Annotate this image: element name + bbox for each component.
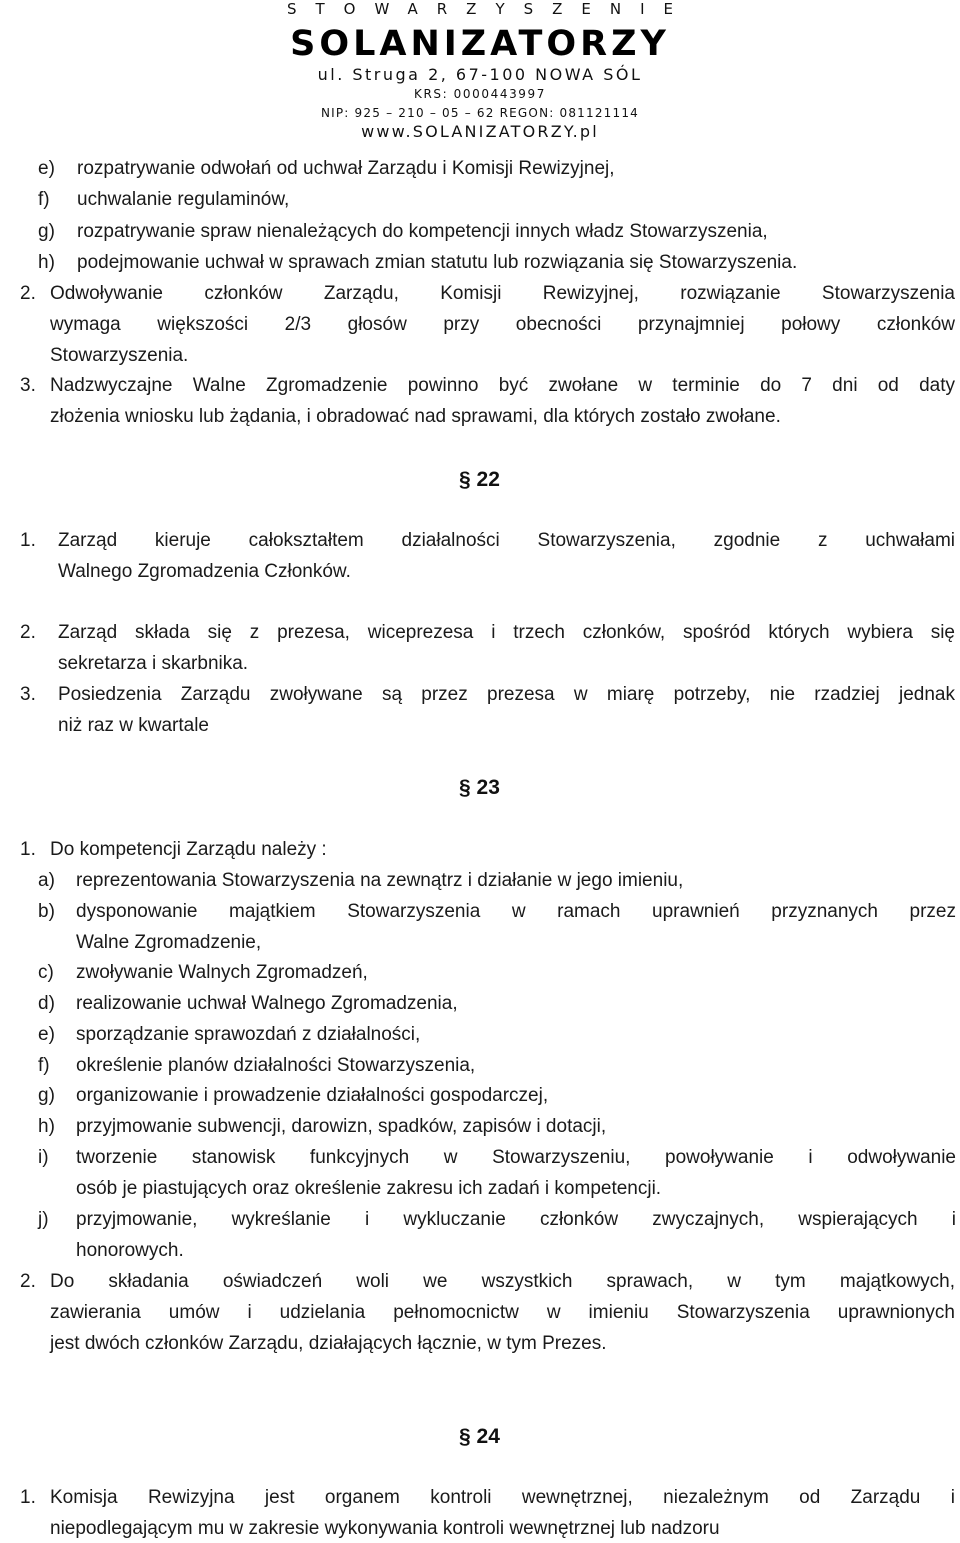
paragraph-line: jest dwóch członków Zarządu, działających łącznie, w tym Prezes.	[50, 1333, 607, 1354]
section-heading: § 24	[459, 1425, 500, 1448]
list-marker: g)	[38, 221, 55, 242]
list-item-text: sporządzanie sprawozdań z działalności,	[76, 1024, 421, 1045]
list-marker: g)	[38, 1085, 55, 1106]
paragraph-line: złożenia wniosku lub żądania, i obradować nad sprawami, dla których zostało zwołane.	[50, 406, 781, 427]
letterhead	[0, 0, 960, 150]
list-marker: e)	[38, 158, 55, 179]
letterhead-website: www.SOLANIZATORZY.pl	[361, 122, 599, 141]
paragraph-number: 2.	[20, 283, 36, 304]
list-item-text: tworzenie stanowisk funkcyjnych w Stowarzyszeniu, powoływanie i odwoływanie	[76, 1147, 956, 1168]
paragraph-line: Odwoływanie członków Zarządu, Komisji Rewizyjnej, rozwiązanie Stowarzyszenia	[50, 283, 955, 304]
paragraph-line: Walnego Zgromadzenia Członków.	[58, 561, 351, 582]
paragraph-number: 3.	[20, 684, 36, 705]
list-marker: h)	[38, 252, 55, 273]
list-marker: c)	[38, 962, 54, 983]
list-item-text: reprezentowania Stowarzyszenia na zewnątrz i działanie w jego imieniu,	[76, 870, 684, 891]
list-marker: b)	[38, 901, 55, 922]
paragraph-line: Nadzwyczajne Walne Zgromadzenie powinno być zwołane w terminie do 7 dni od daty	[50, 375, 955, 396]
section-heading: § 23	[459, 776, 500, 799]
letterhead-krs: KRS: 0000443997	[413, 87, 547, 101]
paragraph-number: 1.	[20, 530, 36, 551]
paragraph-line: zawierania umów i udzielania pełnomocnictw w imieniu Stowarzyszenia uprawnionych	[50, 1302, 955, 1323]
section-heading: § 22	[459, 468, 500, 491]
letterhead-logo-name: SOLANIZATORZY	[290, 24, 670, 64]
letterhead-nip-regon: NIP: 925 – 210 – 05 – 62 REGON: 081121114	[320, 106, 640, 120]
list-item-text: honorowych.	[76, 1240, 184, 1261]
list-item-text: podejmowanie uchwał w sprawach zmian statutu lub rozwiązania się Stowarzyszenia.	[77, 252, 798, 273]
paragraph-line: niż raz w kwartale	[58, 715, 209, 736]
list-item-text: określenie planów działalności Stowarzyszenia,	[76, 1055, 476, 1076]
list-marker: f)	[38, 189, 50, 210]
paragraph-line: wymaga większości 2/3 głosów przy obecności przynajmniej połowy członków	[50, 314, 955, 335]
list-marker: f)	[38, 1055, 50, 1076]
paragraph-line: Zarząd kieruje całokształtem działalności Stowarzyszenia, zgodnie z uchwałami	[58, 530, 955, 551]
list-marker: j)	[38, 1209, 49, 1230]
paragraph-number: 2.	[20, 622, 36, 643]
paragraph-number: 3.	[20, 375, 36, 396]
letterhead-association: STOWARZYSZENIE	[286, 0, 693, 18]
list-marker: i)	[38, 1147, 49, 1168]
list-item-text: osób je piastujących oraz określenie zakresu ich zadań i kompetencji.	[76, 1178, 662, 1199]
paragraph-line: Komisja Rewizyjna jest organem kontroli wewnętrznej, niezależnym od Zarządu i	[50, 1487, 955, 1508]
list-marker: e)	[38, 1024, 55, 1045]
letterhead-address: ul. Struga 2, 67-100 NOWA SÓL	[317, 65, 643, 84]
list-item-text: przyjmowanie, wykreślanie i wykluczanie członków zwyczajnych, wspierających i	[76, 1209, 956, 1230]
list-marker: d)	[38, 993, 55, 1014]
list-marker: a)	[38, 870, 55, 891]
list-item-text: rozpatrywanie spraw nienależących do kompetencji innych władz Stowarzyszenia,	[77, 221, 768, 242]
list-item-text: realizowanie uchwał Walnego Zgromadzenia,	[76, 993, 458, 1014]
paragraph-intro: Do kompetencji Zarządu należy :	[50, 839, 327, 860]
paragraph-line: sekretarza i skarbnika.	[58, 653, 249, 674]
list-item-text: uchwalanie regulaminów,	[77, 189, 290, 210]
paragraph-line: niepodlegającym mu w zakresie wykonywania kontroli wewnętrznej lub nadzoru	[50, 1518, 720, 1539]
list-marker: h)	[38, 1116, 55, 1137]
paragraph-number: 1.	[20, 1487, 36, 1508]
paragraph-line: Zarząd składa się z prezesa, wiceprezesa i trzech członków, spośród których wybiera się	[58, 622, 955, 643]
list-item-text: zwoływanie Walnych Zgromadzeń,	[76, 962, 368, 983]
list-item-text: Walne Zgromadzenie,	[76, 932, 262, 953]
list-item-text: przyjmowanie subwencji, darowizn, spadków, zapisów i dotacji,	[76, 1116, 607, 1137]
paragraph-line: Do składania oświadczeń woli we wszystkich sprawach, w tym majątkowych,	[50, 1271, 955, 1292]
list-item-text: dysponowanie majątkiem Stowarzyszenia w ramach uprawnień przyznanych przez	[76, 901, 956, 922]
paragraph-number: 2.	[20, 1271, 36, 1292]
paragraph-line: Posiedzenia Zarządu zwoływane są przez prezesa w miarę potrzeby, nie rzadziej jednak	[58, 684, 955, 705]
list-item-text: organizowanie i prowadzenie działalności gospodarczej,	[76, 1085, 549, 1106]
paragraph-number: 1.	[20, 839, 36, 860]
paragraph-line: Stowarzyszenia.	[50, 345, 189, 366]
list-item-text: rozpatrywanie odwołań od uchwał Zarządu i Komisji Rewizyjnej,	[77, 158, 615, 179]
